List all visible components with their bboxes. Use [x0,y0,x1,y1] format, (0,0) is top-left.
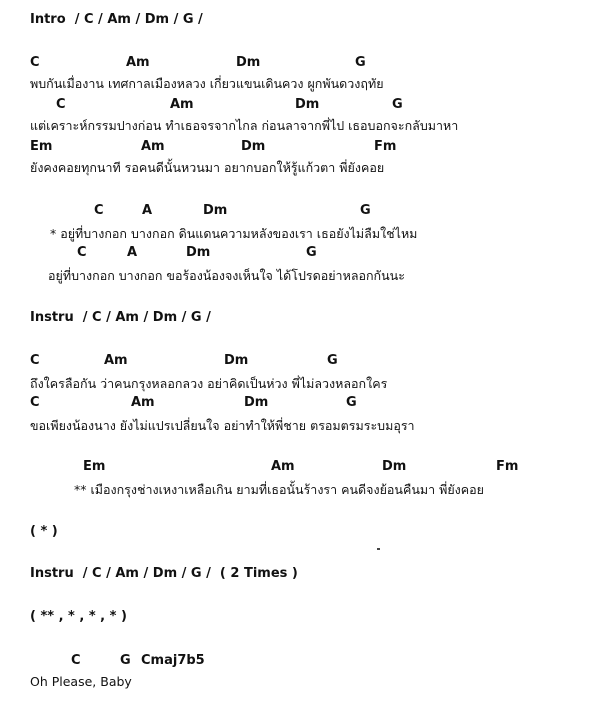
chord: Em [83,459,106,474]
chord: Dm [236,55,261,70]
chord: Dm [203,203,228,218]
chord: Am [131,395,155,410]
chord: Dm [295,97,320,112]
chord: Cmaj7b5 [141,653,205,668]
chord: Dm [224,353,249,368]
chord: G [327,353,338,368]
stray-dot [377,548,380,550]
chord: Am [104,353,128,368]
lyric-line: แต่เคราะห์กรรมปางก่อน ทำเธอจรจากไกล ก่อนลาจากพี่ไป เธอบอกจะกลับมาหา [30,118,459,133]
chord: Am [126,55,150,70]
chord: Dm [244,395,269,410]
chord: Fm [496,459,519,474]
chord: C [94,203,104,218]
instru-line: Instru / C / Am / Dm / G / [30,310,211,325]
lyric-line: Oh Please, Baby [30,674,132,689]
chord: Am [141,139,165,154]
chord: Dm [382,459,407,474]
chord: Fm [374,139,397,154]
repeat-sequence: ( ** , * , * , * ) [30,609,127,624]
repeat-chorus-marker: ( * ) [30,524,58,539]
chord: C [71,653,81,668]
chord: Am [170,97,194,112]
lyric-line: พบกันเมื่องาน เทศกาลเมืองหลวง เกี่ยวแขนเดินควง ผูกพันดวงฤทัย [30,76,384,91]
chord: Dm [241,139,266,154]
chord: C [30,353,40,368]
chord: Am [271,459,295,474]
lyric-line: อยู่ที่บางกอก บางกอก ขอร้องน้องจงเห็นใจ ได้โปรดอย่าหลอกกันนะ [48,268,405,283]
lyric-line: ยังคงคอยทุกนาที รอคนดีนั้นหวนมา อยากบอกให้รู้แก้วตา พี่ยังคอย [30,160,385,175]
chord: C [30,395,40,410]
lyric-line: * อยู่ที่บางกอก บางกอก ดินแดนความหลังของเรา เธอยังไม่ลืมใช่ไหม [50,226,418,241]
chord: A [142,203,153,218]
chord: G [355,55,366,70]
intro-line: Intro / C / Am / Dm / G / [30,12,203,27]
lyric-line: ถึงใครลือกัน ว่าคนกรุงหลอกลวง อย่าคิดเป็นห่วง พี่ไม่ลวงหลอกใคร [30,376,388,391]
chord: C [56,97,66,112]
lyric-line: ขอเพียงน้องนาง ยังไม่แปรเปลี่ยนใจ อย่าทำให้พี่ชาย ตรอมตรมระบมอุรา [30,418,415,433]
chord: G [346,395,357,410]
chord: G [120,653,131,668]
lyric-line: ** เมืองกรุงช่างเหงาเหลือเกิน ยามที่เธอนั้นร้างรา คนดีจงย้อนคืนมา พี่ยังคอย [74,482,484,497]
chord: G [306,245,317,260]
chord: A [127,245,138,260]
chord: G [360,203,371,218]
chord: C [77,245,87,260]
chord: Em [30,139,53,154]
chord: G [392,97,403,112]
chord: Dm [186,245,211,260]
instru-line: Instru / C / Am / Dm / G / ( 2 Times ) [30,566,298,581]
chord: C [30,55,40,70]
